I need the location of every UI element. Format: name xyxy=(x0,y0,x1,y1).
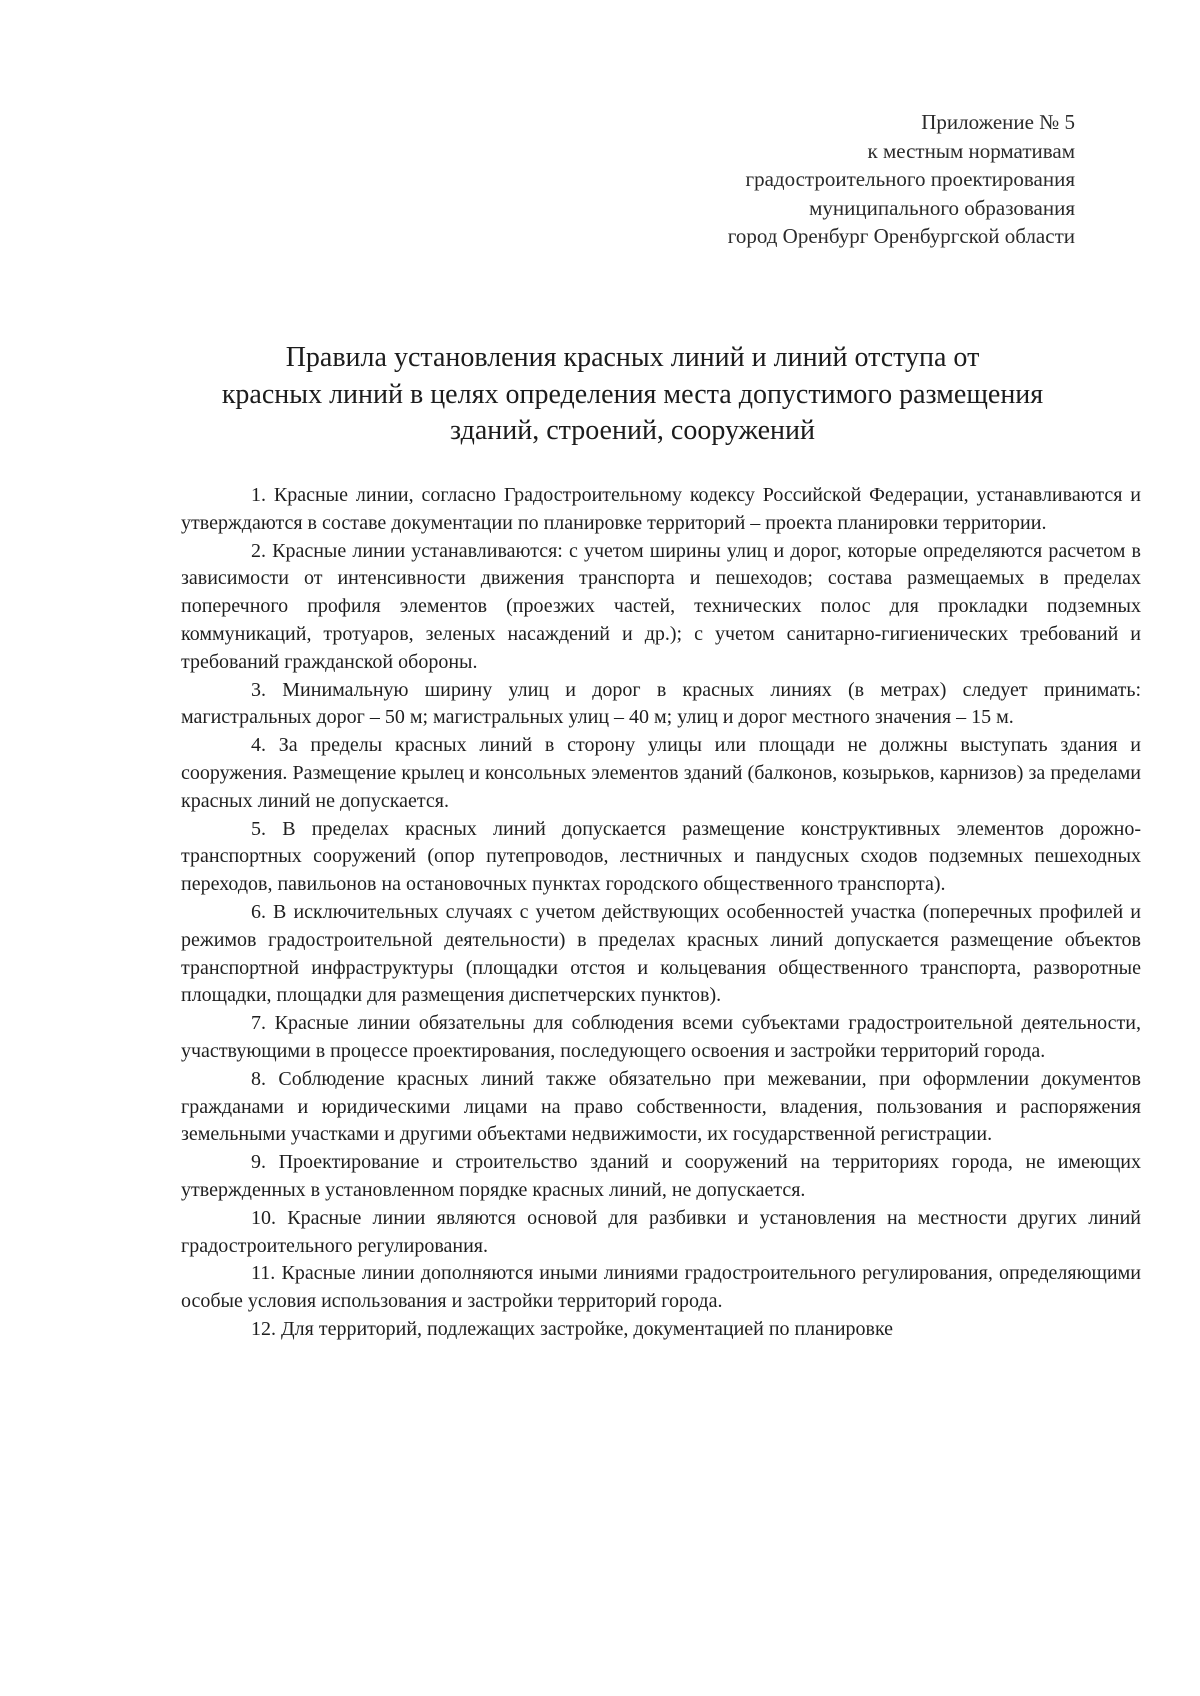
title-line: Правила установления красных линий и линий отступа от xyxy=(285,342,980,373)
paragraph-6: 6. В исключительных случаях с учетом действующих особенностей участка (поперечных профилей и режимов градостроительной деятельности) в пределах красных линий допускается размещение объектов транспортной инфраструктуры (площадки отстоя и кольцевания общественного транспорта, разворотные площадки, площадки для размещения диспетчерских пунктов). xyxy=(181,900,1141,1007)
paragraph-4: 4. За пределы красных линий в сторону улицы или площади не должны выступать здания и сооружения. Размещение крылец и консольных элементов зданий (балконов, козырьков, карнизов) за пределами красных линий не допускается. xyxy=(181,734,1141,812)
paragraph-2: 2. Красные линии устанавливаются: с учетом ширины улиц и дорог, которые определяются расчетом в зависимости от интенсивности движения транспорта и пешеходов; состава размещаемых в пределах поперечного профиля элементов (проезжих частей, технических полос для прокладки подземных коммуникаций, тротуаров, зеленых насаждений и др.); с учетом санитарно-гигиенических требований и требований гражданской обороны. xyxy=(181,539,1141,673)
paragraph-7: 7. Красные линии обязательны для соблюдения всеми субъектами градостроительной деятельности, участвующими в процессе проектирования, последующего освоения и застройки территорий города. xyxy=(181,1012,1141,1062)
appendix-line: к местным нормативам xyxy=(867,138,1075,163)
appendix-line: муниципального образования xyxy=(809,195,1075,220)
title-line: зданий, строений, сооружений xyxy=(450,415,815,446)
appendix-line: Приложение № 5 xyxy=(921,110,1075,134)
paragraph-8: 8. Соблюдение красных линий также обязательно при межевании, при оформлении документов гражданами и юридическими лицами на право собственности, владения, пользования и распоряжения земельными участками и другими объектами недвижимости, их государственной регистрации. xyxy=(181,1067,1141,1146)
paragraph-3: 3. Минимальную ширину улиц и дорог в красных линиях (в метрах) следует принимать: магистральных дорог – 50 м; магистральных улиц – 40 м; улиц и дорог местного значения – 15 м. xyxy=(181,678,1141,729)
paragraph-11: 11. Красные линии дополняются иными линиями градостроительного регулирования, определяющими особые условия использования и застройки территорий города. xyxy=(181,1262,1141,1313)
document-title xyxy=(160,340,1105,450)
paragraph-5: 5. В пределах красных линий допускается размещение конструктивных элементов дорожно-транспортных сооружений (опор путепроводов, лестничных и пандусных сходов подземных пешеходных переходов, павильонов на остановочных пунктах городского общественного транспорта). xyxy=(181,817,1141,896)
appendix-header xyxy=(555,108,1075,251)
paragraph-12: 12. Для территорий, подлежащих застройке, документацией по планировке xyxy=(251,1317,894,1340)
appendix-line: градостроительного проектирования xyxy=(745,167,1075,191)
document-body xyxy=(181,482,1141,1344)
appendix-line: город Оренбург Оренбургской области xyxy=(727,224,1075,248)
paragraph-1: 1. Красные линии, согласно Градостроительному кодексу Российской Федерации, устанавливаются и утверждаются в составе документации по планировке территорий – проекта планировки территории. xyxy=(181,484,1141,534)
title-line: красных линий в целях определения места допустимого размещения xyxy=(221,378,1044,410)
paragraph-10: 10. Красные линии являются основой для разбивки и установления на местности других линий градостроительного регулирования. xyxy=(181,1206,1141,1257)
paragraph-9: 9. Проектирование и строительство зданий и сооружений на территориях города, не имеющих утвержденных в установленном порядке красных линий, не допускается. xyxy=(181,1151,1141,1201)
